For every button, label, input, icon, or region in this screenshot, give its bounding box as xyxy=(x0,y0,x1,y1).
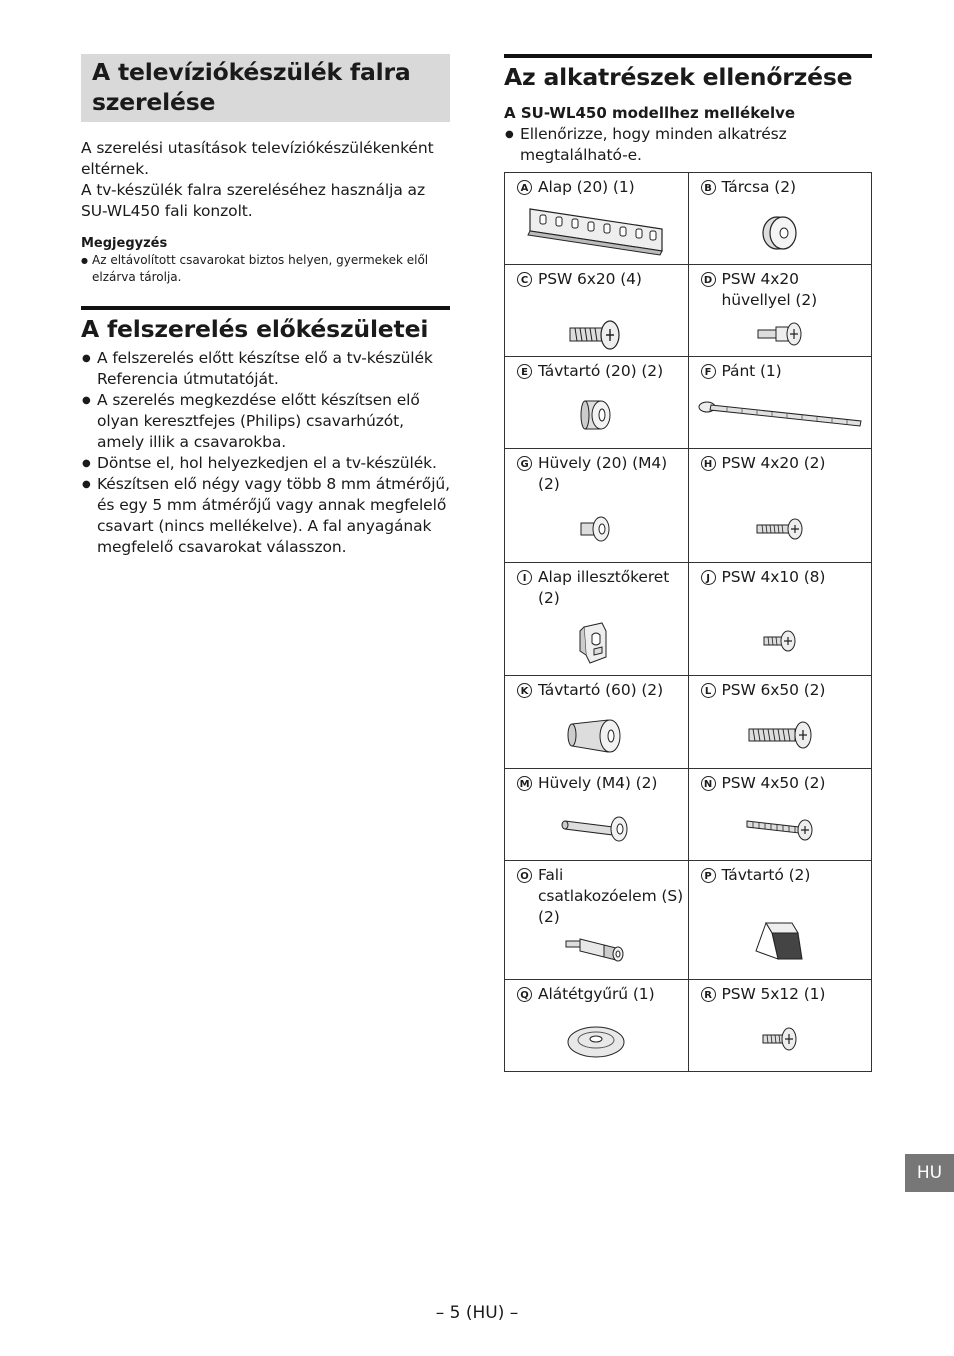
part-letter: R xyxy=(701,987,716,1002)
part-letter: K xyxy=(517,683,532,698)
disc-icon xyxy=(689,213,872,253)
part-cell-n xyxy=(688,769,872,861)
part-letter: H xyxy=(701,456,716,471)
part-letter: M xyxy=(517,776,532,791)
part-cell-m xyxy=(505,769,689,861)
part-label: Alap illesztőkeret (2) xyxy=(538,568,670,607)
part-cell-a xyxy=(505,173,689,265)
part-label: Hüvely (M4) (2) xyxy=(538,774,658,792)
part-label: PSW 4x50 (2) xyxy=(721,774,826,792)
screw-icon xyxy=(505,319,688,351)
part-cell-p xyxy=(688,861,872,980)
part-letter: L xyxy=(701,683,716,698)
part-label: Távtartó (20) (2) xyxy=(538,362,664,380)
screw-icon xyxy=(689,720,872,750)
parts-check-list xyxy=(504,124,872,166)
part-cell-r xyxy=(688,980,872,1072)
list-item: ● Ellenőrizze, hogy minden alkatrész megtalálható-e. xyxy=(504,124,872,166)
right-column xyxy=(504,54,872,166)
section-title-preparation: A felszerelés előkészületei xyxy=(81,306,450,344)
section-title-wall-mounting: A televíziókészülék falra szerelése xyxy=(81,54,450,122)
part-letter: F xyxy=(701,364,716,379)
section-title-parts-check: Az alkatrészek ellenőrzése xyxy=(504,54,872,92)
part-label: Hüvely (20) (M4) (2) xyxy=(538,454,668,493)
part-label: Alátétgyűrű (1) xyxy=(538,985,655,1003)
part-cell-k xyxy=(505,676,689,769)
part-label: PSW 4x20 hüvellyel (2) xyxy=(721,270,818,309)
sleeve-icon xyxy=(505,515,688,543)
page-number: – 5 (HU) – xyxy=(435,1303,519,1323)
part-letter: I xyxy=(517,570,532,585)
list-item: ● Készítsen elő négy vagy több 8 mm átmérőjű, és egy 5 mm átmérőjű vagy annak megfelelő csavart (nincs mellékelve). A fal anyagának megfelelő csavarokat válasszon. xyxy=(81,474,450,558)
intro-line-2: A tv-készülék falra szereléséhez használja az SU-WL450 fali konzolt. xyxy=(81,181,425,220)
list-item: ● A felszerelés előtt készítse elő a tv-készülék Referencia útmutatóját. xyxy=(81,348,450,390)
language-tab: HU xyxy=(905,1154,954,1192)
screw-icon xyxy=(689,517,872,541)
part-cell-i xyxy=(505,563,689,676)
block-spacer-icon xyxy=(689,919,872,963)
long-spacer-icon xyxy=(505,716,688,756)
screw-with-sleeve-icon xyxy=(689,321,872,347)
part-cell-g xyxy=(505,449,689,563)
part-letter: C xyxy=(517,272,532,287)
part-label: Távtartó (60) (2) xyxy=(538,681,664,699)
part-label: Pánt (1) xyxy=(721,362,782,380)
part-cell-h xyxy=(688,449,872,563)
part-label: Alap (20) (1) xyxy=(538,178,635,196)
preparation-list xyxy=(81,348,450,558)
note-text: ● Az eltávolított csavarokat biztos helyen, gyermekek elől elzárva tárolja. xyxy=(81,252,450,286)
part-label: PSW 6x50 (2) xyxy=(721,681,826,699)
base-plate-icon xyxy=(505,203,688,257)
part-cell-b xyxy=(688,173,872,265)
list-item: ● Döntse el, hol helyezkedjen el a tv-készülék. xyxy=(81,453,450,474)
parts-table xyxy=(504,172,872,1072)
part-letter: N xyxy=(701,776,716,791)
wall-connector-icon xyxy=(505,935,688,965)
long-sleeve-icon xyxy=(505,813,688,843)
part-cell-d xyxy=(688,265,872,357)
strap-icon xyxy=(689,399,872,429)
left-column xyxy=(81,54,450,558)
part-letter: A xyxy=(517,180,532,195)
part-letter: E xyxy=(517,364,532,379)
bracket-icon xyxy=(505,621,688,665)
part-letter: P xyxy=(701,868,716,883)
part-label: PSW 5x12 (1) xyxy=(721,985,826,1003)
part-cell-j xyxy=(688,563,872,676)
part-label: PSW 6x20 (4) xyxy=(538,270,642,288)
part-letter: J xyxy=(701,570,716,585)
part-cell-l xyxy=(688,676,872,769)
part-letter: Q xyxy=(517,987,532,1002)
supplied-parts-subtitle: A SU-WL450 modellhez mellékelve xyxy=(504,104,796,122)
part-letter: G xyxy=(517,456,532,471)
note-title: Megjegyzés xyxy=(81,236,168,251)
spacer-icon xyxy=(505,397,688,433)
list-item: ● A szerelés megkezdése előtt készítsen elő olyan keresztfejes (Philips) csavarhúzót, amely illik a csavarokba. xyxy=(81,390,450,453)
part-label: Távtartó (2) xyxy=(721,866,811,884)
part-cell-c xyxy=(505,265,689,357)
part-cell-e xyxy=(505,357,689,449)
screw-icon xyxy=(689,629,872,653)
part-cell-o xyxy=(505,861,689,980)
screw-icon xyxy=(689,815,872,841)
part-letter: B xyxy=(701,180,716,195)
part-label: Fali csatlakozóelem (S) (2) xyxy=(538,866,684,926)
part-label: PSW 4x10 (8) xyxy=(721,568,826,586)
washer-icon xyxy=(505,1024,688,1060)
part-letter: O xyxy=(517,868,532,883)
part-label: PSW 4x20 (2) xyxy=(721,454,826,472)
part-letter: D xyxy=(701,272,716,287)
part-cell-f xyxy=(688,357,872,449)
part-label: Tárcsa (2) xyxy=(721,178,796,196)
intro-line-1: A szerelési utasítások televíziókészülékenként eltérnek. xyxy=(81,139,434,178)
part-cell-q xyxy=(505,980,689,1072)
screw-icon xyxy=(689,1026,872,1052)
